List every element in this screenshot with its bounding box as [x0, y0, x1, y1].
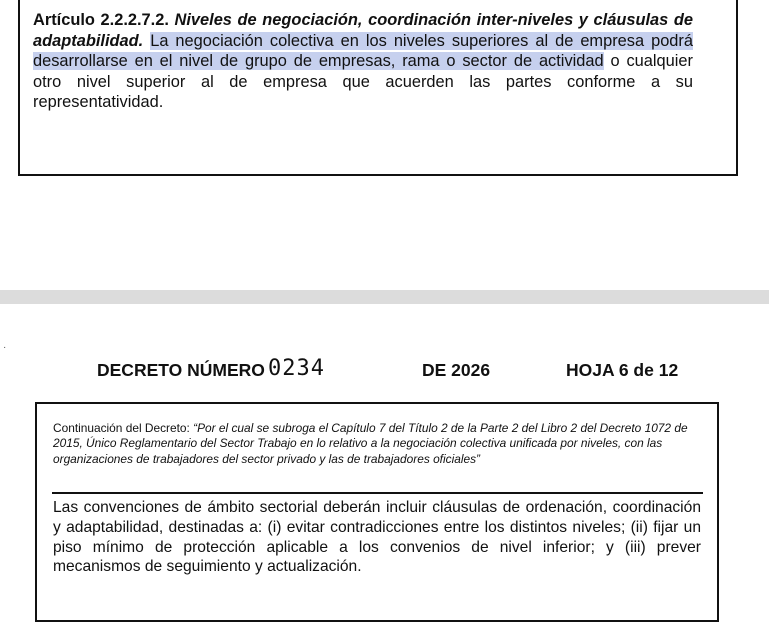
continuation-note: [53, 421, 699, 467]
highlighted-text[interactable]: La negociación colectiva en los niveles superiores al de empresa podrá desarrollarse en el nivel de grupo de empresas, rama o sector de actividad: [33, 31, 693, 70]
page-indicator: HOJA 6 de 12: [566, 360, 679, 380]
divider-rule: [52, 492, 703, 494]
continuation-label: Continuación del Decreto:: [53, 421, 190, 435]
article-title: Niveles de negociación, coordinación inter-niveles y cláusulas de adaptabilidad.: [33, 11, 693, 50]
article-paragraph: [33, 10, 693, 113]
article-number: Artículo 2.2.2.7.2.: [33, 11, 169, 29]
article-text: o cualquier otro nivel superior al de empresa que acuerden las partes conforme a su representatividad.: [33, 52, 693, 111]
decreto-number: 0234: [268, 356, 325, 381]
body-paragraph: Las convenciones de ámbito sectorial deberán incluir cláusulas de ordenación, coordinación y adaptabilidad, destinadas a: (i) evitar contradicciones entre los distintos niveles; (ii) fijar un piso mínimo de protección aplicable a los convenios de nivel inferior; y (iii) prever mecanismos de seguimiento y actualización.: [53, 499, 701, 576]
margin-mark: ·: [3, 342, 7, 353]
decreto-label: DECRETO NÚMERO: [97, 360, 265, 380]
decreto-year: DE 2026: [422, 360, 491, 380]
page-separator: [0, 290, 769, 304]
continuation-title: “Por el cual se subroga el Capítulo 7 del Título 2 de la Parte 2 del Libro 2 del Decreto 1072 de 2015, Único Reglamentario del Sector Trabajo en lo relativo a la negociación colectiva unificada por niveles, con las organizaciones de trabajadores del sector privado y las de trabajadores oficiales”: [53, 421, 688, 466]
